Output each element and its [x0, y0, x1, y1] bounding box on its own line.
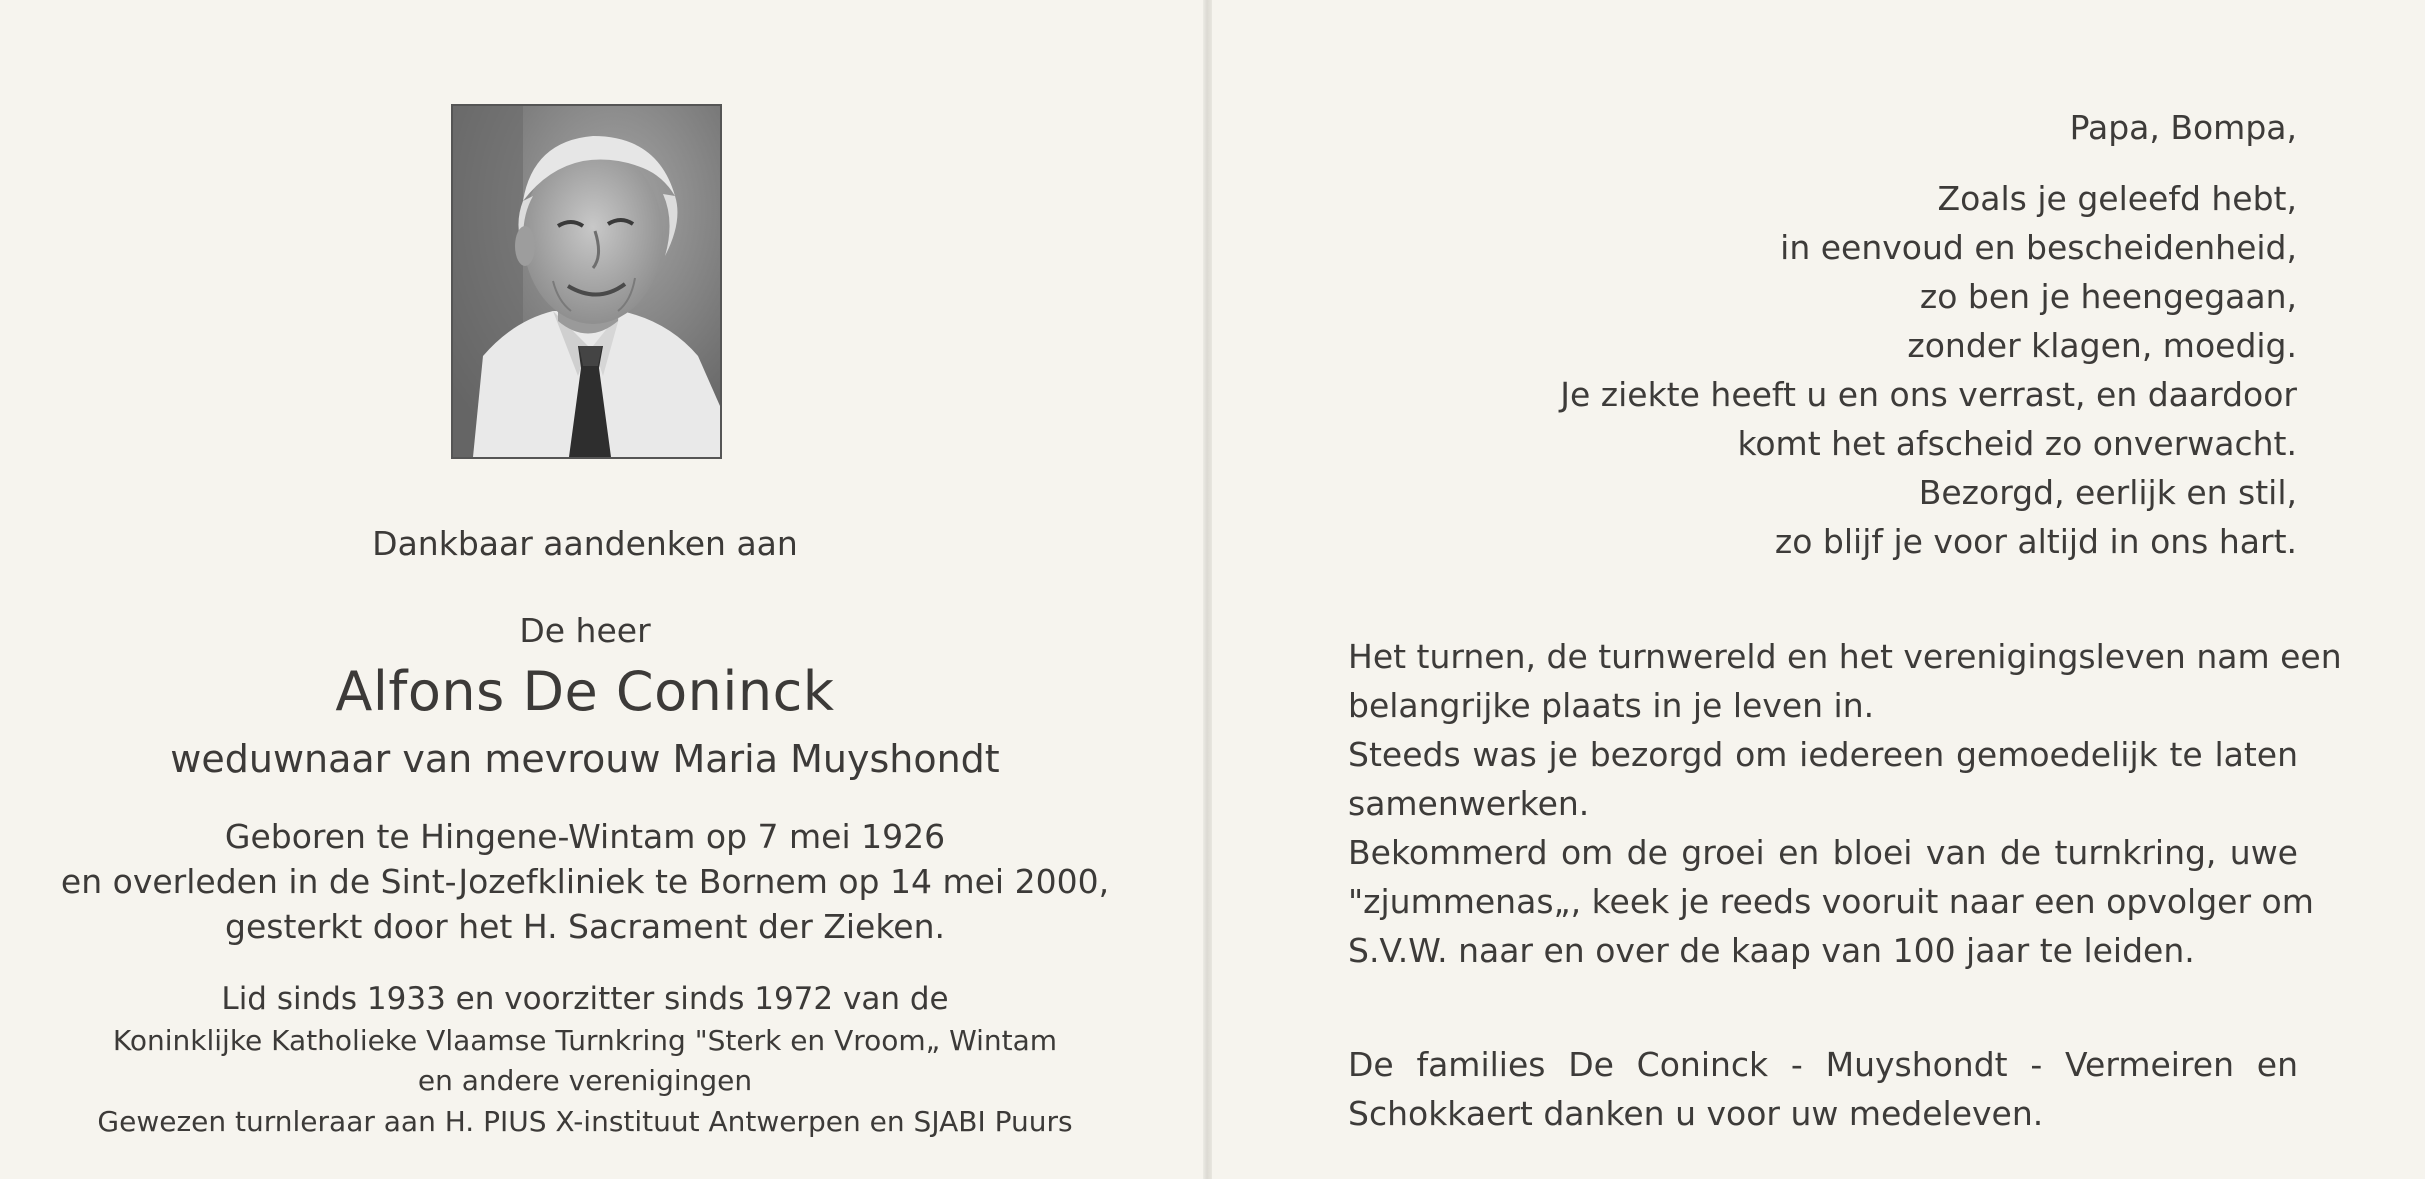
paragraph-line: S.V.W. naar en over de kaap van 100 jaar te leiden. [1348, 931, 2195, 970]
birth-line: Geboren te Hingene-Wintam op 7 mei 1926 [224, 817, 946, 856]
other-clubs-line: en andere verenigingen [417, 1064, 753, 1097]
closing-line: De families De Coninck - Muyshondt - Vermeiren en [1348, 1045, 2298, 1084]
portrait-photo [451, 104, 722, 459]
paragraph-line: "zjummenas„, keek je reeds vooruit naar een opvolger om [1348, 882, 2314, 921]
poem-line: zo blijf je voor altijd in ons hart. [1774, 522, 2297, 561]
poem-line: Zoals je geleefd hebt, [1937, 179, 2297, 218]
paragraph-line: Bekommerd om de groei en bloei van de turnkring, uwe [1348, 833, 2298, 872]
card-fold [1203, 0, 1212, 1179]
paragraph-line: Steeds was je bezorgd om iedereen gemoedelijk te laten [1348, 735, 2298, 774]
sacrament-line: gesterkt door het H. Sacrament der Zieken. [225, 907, 945, 946]
deceased-name: Alfons De Coninck [335, 660, 835, 723]
title-text: De heer [519, 611, 651, 650]
left-panel [0, 0, 1205, 1179]
paragraph-line: Het turnen, de turnwereld en het verenigingsleven nam een [1348, 637, 2342, 676]
teacher-line: Gewezen turnleraar aan H. PIUS X-instituut Antwerpen en SJABI Puurs [97, 1105, 1073, 1138]
closing-paragraph [1348, 1040, 2298, 1138]
member-line: Lid sinds 1933 en voorzitter sinds 1972 van de [221, 981, 949, 1017]
right-panel [1212, 0, 2425, 1179]
dankbaar-text: Dankbaar aandenken aan [372, 524, 798, 563]
salutation: Papa, Bompa, [2069, 108, 2297, 147]
poem-line: Je ziekte heeft u en ons verrast, en daardoor [1560, 375, 2297, 414]
death-line: en overleden in de Sint-Jozefkliniek te Bornem op 14 mei 2000, [60, 862, 1110, 901]
paragraph-line: samenwerken. [1348, 784, 1590, 823]
poem-line: zonder klagen, moedig. [1907, 326, 2297, 365]
paragraph-line: belangrijke plaats in je leven in. [1348, 686, 1875, 725]
tribute-paragraph [1348, 632, 2342, 975]
portrait-image [453, 106, 720, 457]
poem-line: in eenvoud en bescheidenheid, [1780, 228, 2297, 267]
widower-text: weduwnaar van mevrouw Maria Muyshondt [170, 737, 1000, 781]
poem-line: komt het afscheid zo onverwacht. [1737, 424, 2297, 463]
closing-line: Schokkaert danken u voor uw medeleven. [1348, 1094, 2044, 1133]
poem-line: Bezorgd, eerlijk en stil, [1918, 473, 2297, 512]
poem-line: zo ben je heengegaan, [1919, 277, 2297, 316]
club-line: Koninklijke Katholieke Vlaamse Turnkring "Sterk en Vroom„ Wintam [112, 1024, 1058, 1057]
